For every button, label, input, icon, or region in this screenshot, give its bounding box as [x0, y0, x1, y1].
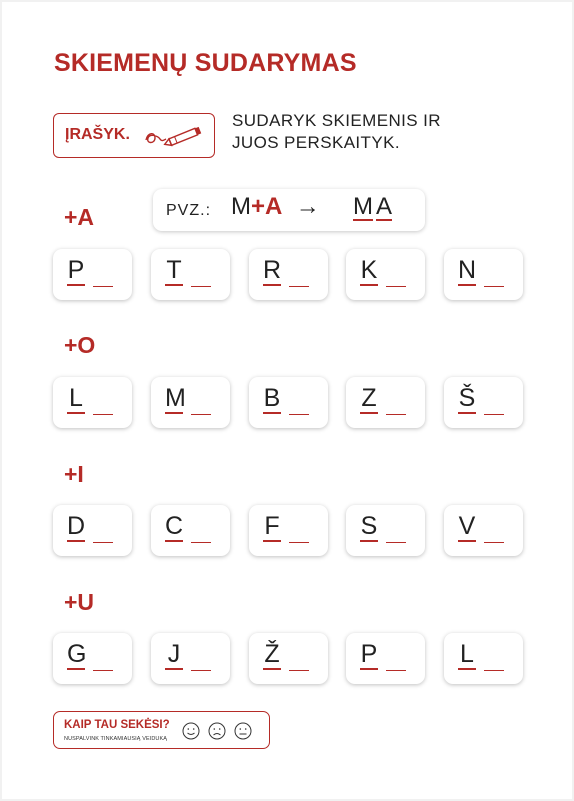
pencil-icon: [142, 123, 206, 149]
smile-face-icon[interactable]: [182, 722, 200, 740]
consonant-letter: R: [263, 256, 282, 284]
answer-blank[interactable]: [484, 670, 504, 671]
letter-card: [249, 633, 328, 684]
answer-blank[interactable]: [386, 286, 406, 287]
feedback-subtitle: NUSPALVINK TINKAMIAUSIĄ VEIDUKĄ: [64, 736, 168, 742]
sad-face-icon[interactable]: [208, 722, 226, 740]
answer-blank[interactable]: [289, 670, 309, 671]
consonant-letter: T: [166, 256, 182, 284]
example-result: M A: [353, 193, 393, 220]
letter-card: [444, 633, 523, 684]
consonant-letter: Ž: [264, 640, 280, 668]
consonant-letter: P: [67, 256, 85, 284]
answer-blank[interactable]: [386, 670, 406, 671]
answer-blank[interactable]: [484, 542, 504, 543]
letter-card: [346, 249, 425, 300]
answer-blank[interactable]: [191, 670, 211, 671]
letter-card: [249, 505, 328, 556]
instruction-text: SUDARYK SKIEMENIS IR JUOS PERSKAITYK.: [232, 111, 441, 152]
row-label: +U: [64, 589, 95, 615]
instruction-label: ĮRAŠYK.: [65, 126, 130, 143]
consonant-letter: N: [458, 256, 477, 284]
letter-card: [151, 505, 230, 556]
worksheet-page: [2, 2, 572, 799]
letter-card: [346, 505, 425, 556]
feedback-box: [53, 711, 270, 749]
answer-blank[interactable]: [289, 286, 309, 287]
consonant-letter: G: [67, 640, 87, 668]
example-prefix: PVZ.:: [166, 202, 212, 219]
consonant-letter: S: [360, 512, 378, 540]
answer-blank[interactable]: [484, 414, 504, 415]
page-title: SKIEMENŲ SUDARYMAS: [54, 49, 357, 77]
letter-card: [151, 633, 230, 684]
letter-card: [151, 377, 230, 428]
answer-blank[interactable]: [386, 414, 406, 415]
letter-card: [53, 633, 132, 684]
answer-blank[interactable]: [386, 542, 406, 543]
letter-card: [346, 633, 425, 684]
consonant-letter: D: [67, 512, 86, 540]
letter-card: [249, 377, 328, 428]
consonant-letter: L: [458, 640, 476, 670]
consonant-letter: F: [264, 512, 280, 540]
consonant-letter: Z: [361, 384, 377, 412]
answer-blank[interactable]: [191, 414, 211, 415]
consonant-letter: K: [360, 256, 378, 284]
answer-blank[interactable]: [191, 542, 211, 543]
letter-card: [346, 377, 425, 428]
letter-card: [444, 505, 523, 556]
answer-blank[interactable]: [289, 542, 309, 543]
consonant-letter: V: [458, 512, 476, 540]
consonant-letter: Š: [458, 384, 476, 412]
example-equation: M+A →: [231, 193, 320, 220]
letter-card: [151, 249, 230, 300]
answer-blank[interactable]: [484, 286, 504, 287]
consonant-letter: C: [165, 512, 184, 540]
row-label: +O: [64, 332, 96, 358]
row-label: +I: [64, 461, 84, 487]
letter-card: [53, 377, 132, 428]
row-label: +A: [64, 204, 95, 230]
answer-blank[interactable]: [93, 542, 113, 543]
answer-blank[interactable]: [289, 414, 309, 415]
letter-card: [444, 249, 523, 300]
letter-card: [444, 377, 523, 428]
consonant-letter: L: [67, 384, 85, 414]
answer-blank[interactable]: [191, 286, 211, 287]
consonant-letter: P: [360, 640, 378, 668]
answer-blank[interactable]: [93, 286, 113, 287]
answer-blank[interactable]: [93, 414, 113, 415]
letter-card: [53, 505, 132, 556]
instruction-box: [53, 113, 215, 158]
answer-blank[interactable]: [93, 670, 113, 671]
letter-card: [249, 249, 328, 300]
neutral-face-icon[interactable]: [234, 722, 252, 740]
letter-card: [53, 249, 132, 300]
consonant-letter: B: [263, 384, 281, 412]
example-box: [153, 189, 425, 231]
consonant-letter: J: [165, 640, 183, 670]
feedback-title: KAIP TAU SEKĖSI?: [64, 719, 170, 731]
consonant-letter: M: [165, 384, 186, 412]
